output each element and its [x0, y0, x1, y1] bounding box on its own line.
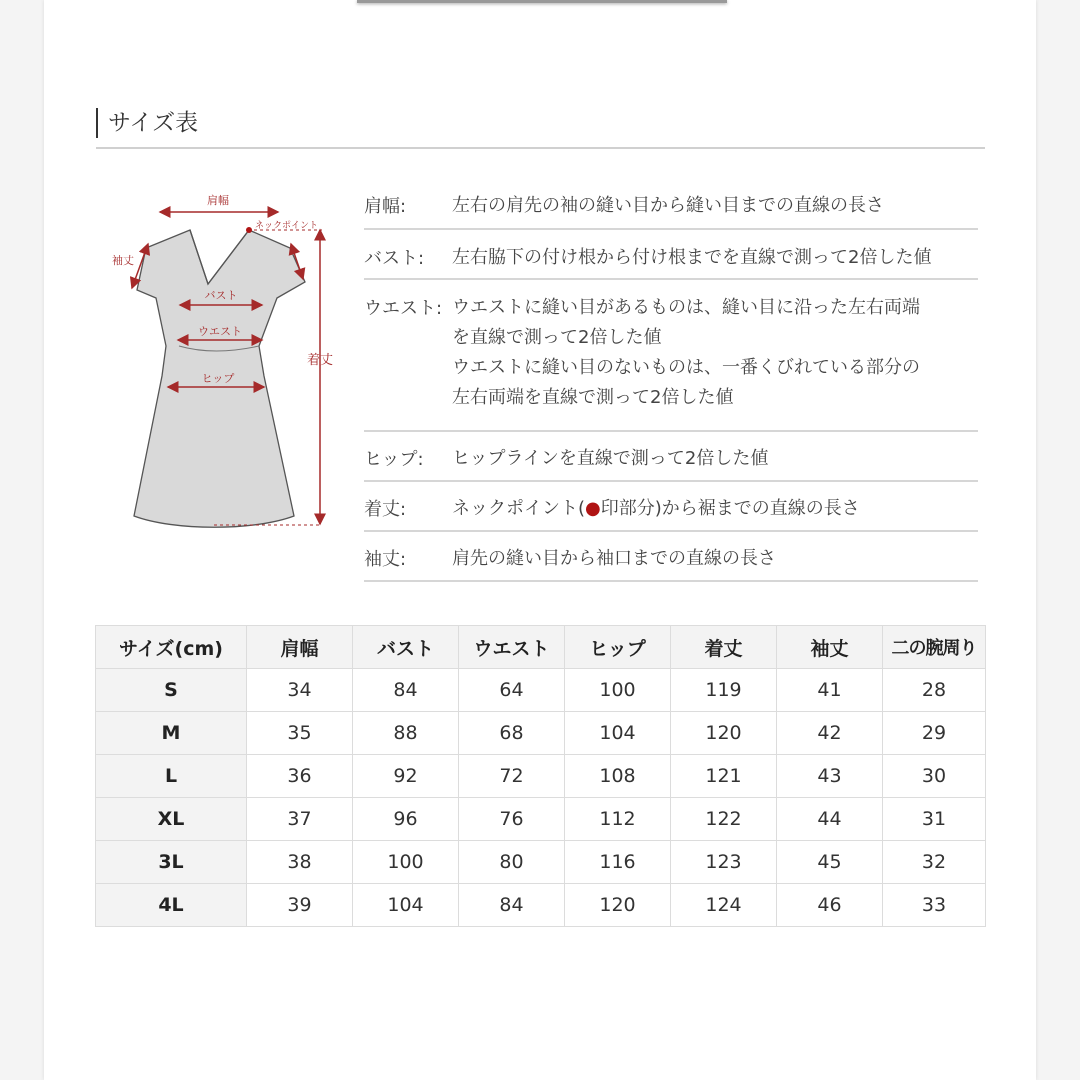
- table-cell: 36: [247, 755, 353, 798]
- table-cell: 100: [353, 841, 459, 884]
- definition-term: 着丈:: [364, 499, 407, 520]
- label-length: 着丈: [307, 353, 334, 368]
- size-cell: 4L: [96, 884, 247, 927]
- table-cell: 39: [247, 884, 353, 927]
- definition-text: 左右の肩先の袖の縫い目から縫い目までの直線の長さ: [452, 195, 884, 216]
- table-cell: 43: [777, 755, 883, 798]
- measurement-definitions: [364, 180, 978, 582]
- neck-point-dot: [246, 227, 252, 233]
- definition-text: 肩先の縫い目から袖口までの直線の長さ: [452, 548, 776, 569]
- definition-waist: [364, 280, 978, 432]
- table-cell: 88: [353, 712, 459, 755]
- title-divider: [96, 147, 985, 149]
- dress-measurement-diagram: [104, 186, 344, 536]
- table-cell: 92: [353, 755, 459, 798]
- table-cell: 68: [459, 712, 565, 755]
- table-cell: 116: [565, 841, 671, 884]
- label-sleeve: 袖丈: [112, 254, 134, 267]
- definition-term: ヒップ:: [364, 449, 424, 470]
- section-title: サイズ表: [96, 108, 198, 138]
- table-cell: 41: [777, 669, 883, 712]
- table-cell: 35: [247, 712, 353, 755]
- table-cell: 104: [565, 712, 671, 755]
- label-shoulder: 肩幅: [207, 194, 229, 207]
- definition-text: ヒップラインを直線で測って2倍した値: [452, 448, 769, 469]
- table-cell: 84: [459, 884, 565, 927]
- table-row: [96, 669, 986, 712]
- table-cell: 96: [353, 798, 459, 841]
- definition-text: [452, 498, 860, 519]
- table-cell: 45: [777, 841, 883, 884]
- label-neck-point: ネックポイント: [255, 221, 319, 231]
- table-cell: 46: [777, 884, 883, 927]
- size-cell: 3L: [96, 841, 247, 884]
- table-cell: 112: [565, 798, 671, 841]
- table-cell: 122: [671, 798, 777, 841]
- size-cell: M: [96, 712, 247, 755]
- definition-term: 袖丈:: [364, 549, 407, 570]
- table-cell: 42: [777, 712, 883, 755]
- label-waist: ウエスト: [198, 325, 242, 338]
- header-waist: ウエスト: [459, 626, 565, 669]
- definition-hip: [364, 432, 978, 482]
- table-cell: 44: [777, 798, 883, 841]
- definition-text-post: 印部分)から裾までの直線の長さ: [600, 498, 860, 519]
- header-length: 着丈: [671, 626, 777, 669]
- table-cell: 33: [883, 884, 986, 927]
- table-cell: 30: [883, 755, 986, 798]
- table-cell: 29: [883, 712, 986, 755]
- definition-term: ウエスト:: [364, 298, 443, 319]
- table-row: [96, 841, 986, 884]
- table-cell: 120: [565, 884, 671, 927]
- label-hip: ヒップ: [201, 372, 235, 385]
- size-cell: L: [96, 755, 247, 798]
- header-hip: ヒップ: [565, 626, 671, 669]
- table-cell: 80: [459, 841, 565, 884]
- definition-text: を直線で測って2倍した値: [452, 327, 662, 348]
- top-bar-shadow: [357, 0, 727, 3]
- table-cell: 108: [565, 755, 671, 798]
- definition-bust: [364, 230, 978, 280]
- definition-text: ウエストに縫い目があるものは、縫い目に沿った左右両端: [452, 297, 920, 318]
- definition-sleeve: [364, 532, 978, 582]
- header-size: サイズ(cm): [96, 626, 247, 669]
- definition-length: [364, 482, 978, 532]
- table-cell: 104: [353, 884, 459, 927]
- table-header-row: [96, 626, 986, 669]
- table-cell: 123: [671, 841, 777, 884]
- neck-point-mark: ●: [585, 498, 601, 519]
- table-cell: 120: [671, 712, 777, 755]
- table-cell: 124: [671, 884, 777, 927]
- table-cell: 121: [671, 755, 777, 798]
- table-cell: 84: [353, 669, 459, 712]
- size-table: [95, 625, 986, 927]
- definition-text: 左右脇下の付け根から付け根までを直線で測って2倍した値: [452, 247, 932, 268]
- table-cell: 28: [883, 669, 986, 712]
- size-cell: S: [96, 669, 247, 712]
- definition-text: 左右両端を直線で測って2倍した値: [452, 387, 734, 408]
- definition-text-pre: ネックポイント(: [452, 498, 586, 519]
- header-sleeve: 袖丈: [777, 626, 883, 669]
- table-cell: 32: [883, 841, 986, 884]
- table-row: [96, 798, 986, 841]
- header-shoulder: 肩幅: [247, 626, 353, 669]
- table-cell: 37: [247, 798, 353, 841]
- definition-shoulder: [364, 180, 978, 230]
- definition-text: ウエストに縫い目のないものは、一番くびれている部分の: [452, 357, 920, 378]
- header-bust: バスト: [353, 626, 459, 669]
- table-row: [96, 884, 986, 927]
- table-cell: 100: [565, 669, 671, 712]
- table-cell: 119: [671, 669, 777, 712]
- table-cell: 38: [247, 841, 353, 884]
- definition-term: バスト:: [364, 248, 425, 269]
- definition-term: 肩幅:: [364, 196, 407, 217]
- table-cell: 72: [459, 755, 565, 798]
- header-upper-arm: 二の腕周り: [883, 626, 986, 669]
- table-row: [96, 712, 986, 755]
- table-cell: 64: [459, 669, 565, 712]
- size-cell: XL: [96, 798, 247, 841]
- table-cell: 76: [459, 798, 565, 841]
- label-bust: バスト: [204, 289, 238, 302]
- table-cell: 34: [247, 669, 353, 712]
- table-cell: 31: [883, 798, 986, 841]
- table-row: [96, 755, 986, 798]
